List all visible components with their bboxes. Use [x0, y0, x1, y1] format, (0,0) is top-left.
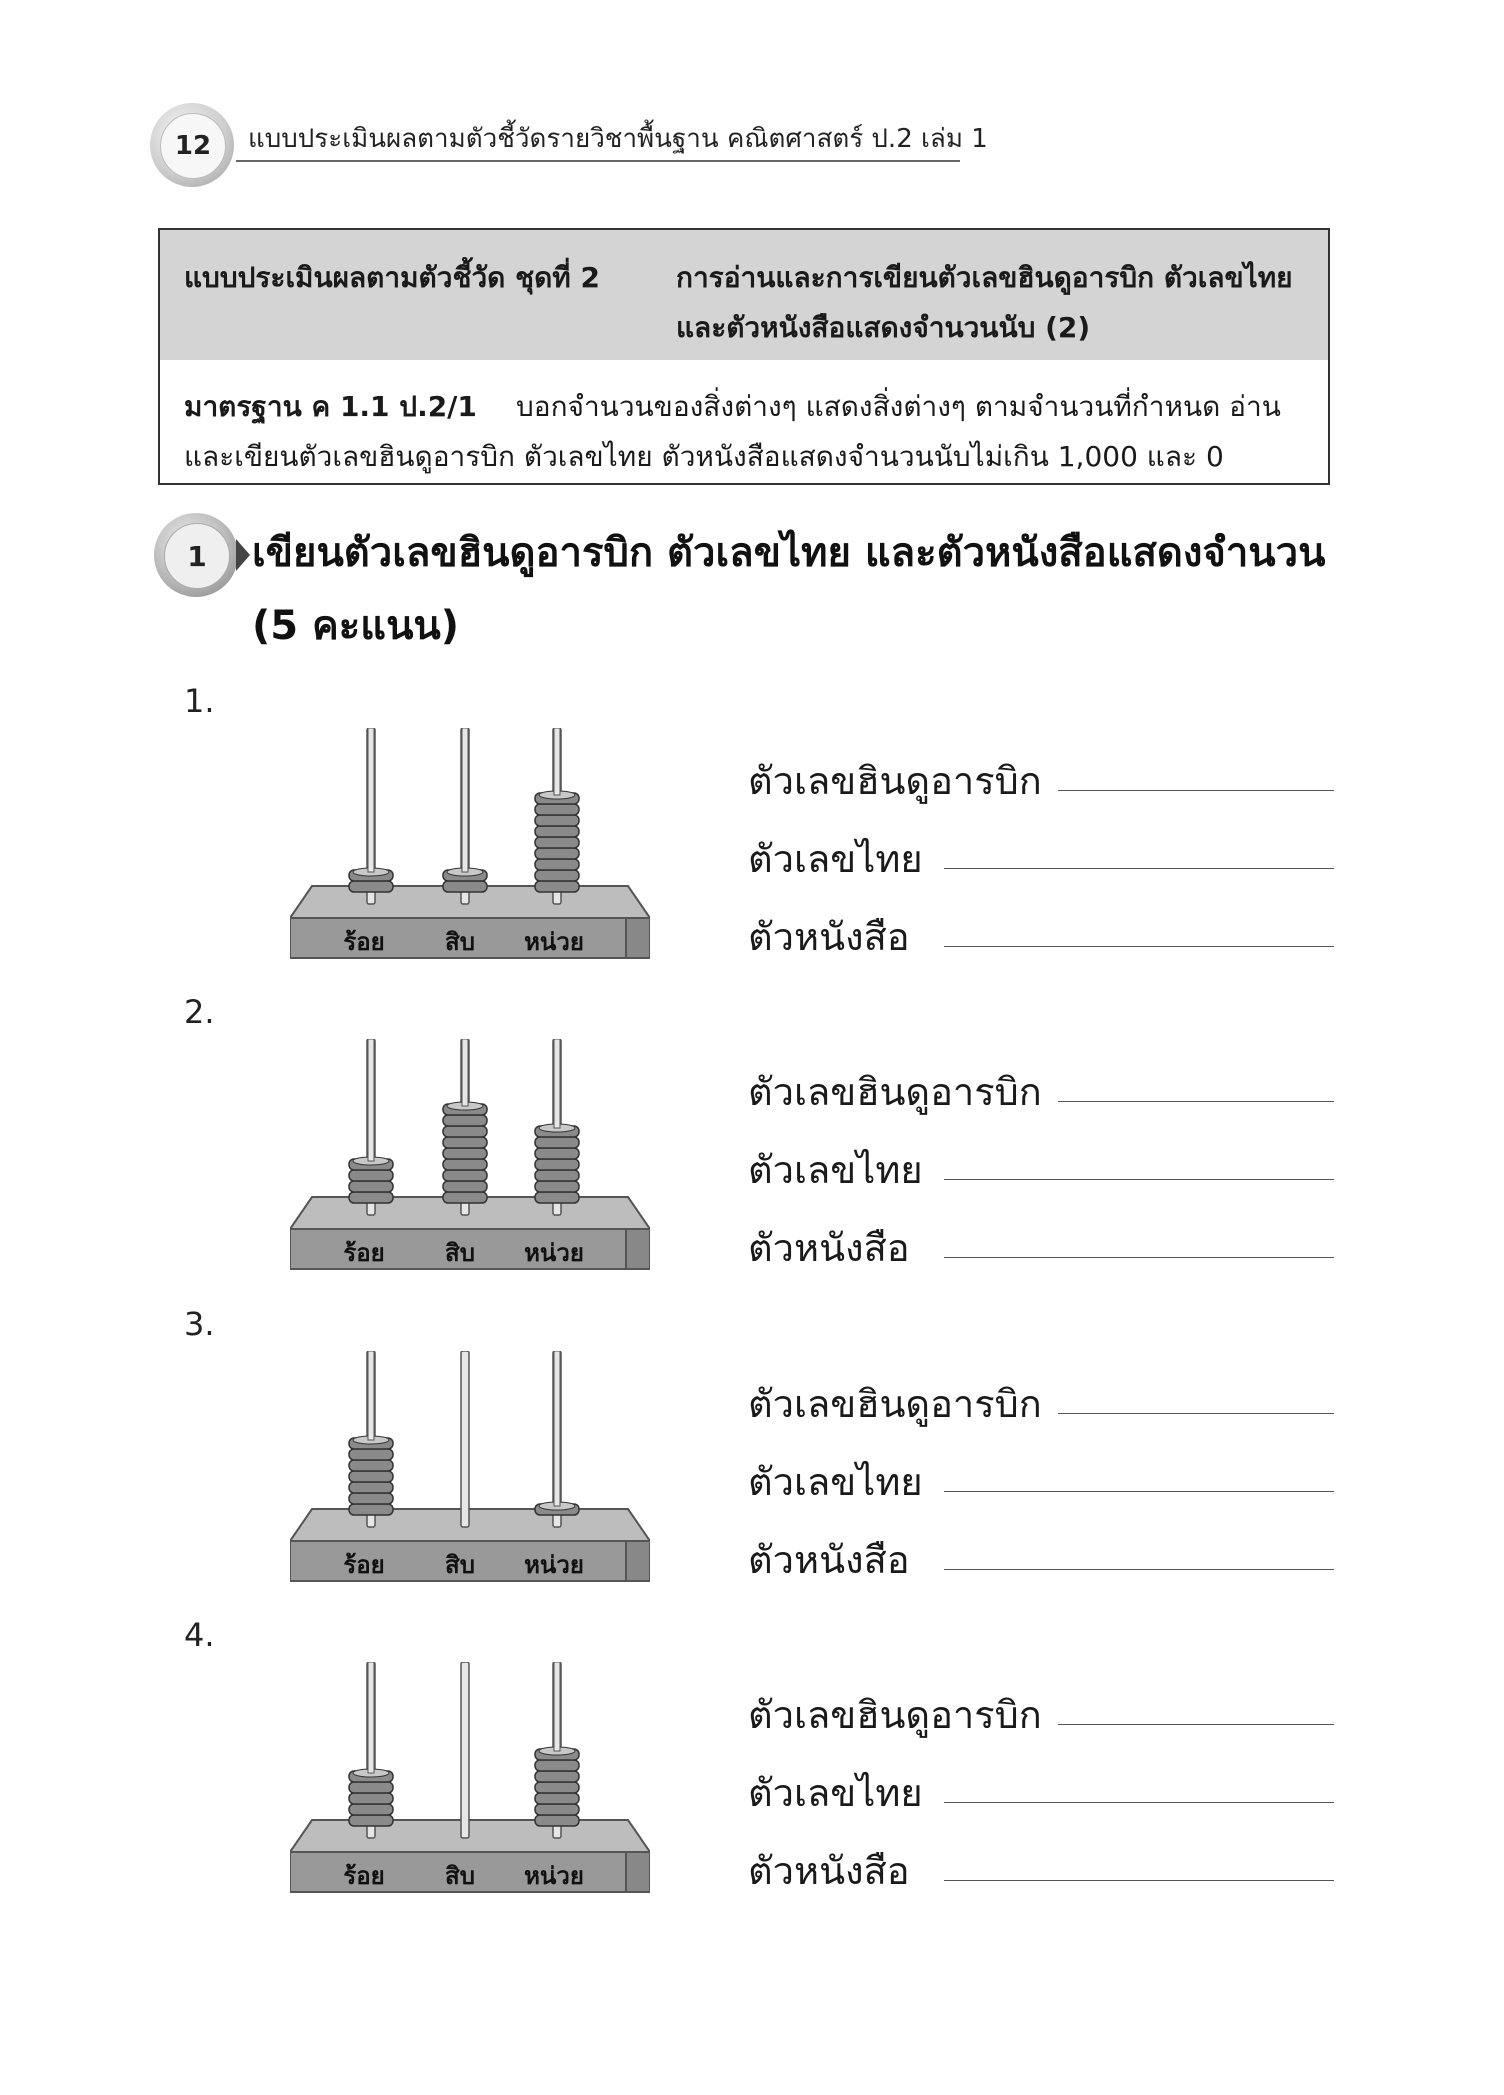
abacus-bead-ones	[535, 1771, 579, 1782]
answer-blank-thai-numeral[interactable]	[944, 1491, 1334, 1492]
abacus-base-top	[290, 1820, 650, 1852]
question-number: 1	[164, 523, 230, 589]
abacus-rod-top-hundreds	[368, 728, 374, 872]
answer-blank-thai-numeral[interactable]	[944, 1179, 1334, 1180]
answer-blank-hindu-arabic[interactable]	[1058, 1413, 1334, 1414]
abacus-base-side	[626, 918, 650, 958]
abacus-bead-ones	[535, 1192, 579, 1203]
answer-label-thai-words: ตัวหนังสือ	[748, 1538, 910, 1582]
abacus-bead-tens	[443, 1115, 487, 1126]
abacus-label-ones: หน่วย	[524, 928, 584, 956]
abacus-bead-ones	[535, 837, 579, 848]
abacus-bead-hundreds	[349, 1493, 393, 1504]
abacus-bead-ones	[535, 1181, 579, 1192]
item-number: 1.	[184, 682, 215, 720]
abacus-bead-hundreds	[349, 1782, 393, 1793]
abacus-rod-top-tens	[462, 1039, 468, 1106]
abacus-bead-hundreds	[349, 1471, 393, 1482]
indicator-box	[158, 228, 1330, 485]
assessment-set-label: แบบประเมินผลตามตัวชี้วัด ชุดที่ 2	[184, 261, 600, 294]
answer-blank-thai-words[interactable]	[944, 1257, 1334, 1258]
abacus-bead-tens	[443, 1137, 487, 1148]
abacus-rod-top-hundreds	[368, 1662, 374, 1773]
abacus-bead-ones	[535, 1782, 579, 1793]
answer-blank-hindu-arabic[interactable]	[1058, 1101, 1334, 1102]
abacus-rod-tens	[461, 1662, 469, 1838]
abacus-label-ones: หน่วย	[524, 1239, 584, 1267]
question-score: (5 คะแนน)	[252, 603, 460, 649]
abacus-rod-top-ones	[554, 1351, 560, 1506]
abacus-bead-ones	[535, 1170, 579, 1181]
header-divider	[236, 160, 960, 162]
abacus-bead-hundreds	[349, 1804, 393, 1815]
abacus-bead-hundreds	[349, 881, 393, 892]
abacus-bead-ones	[535, 1159, 579, 1170]
abacus-bead-ones	[535, 870, 579, 881]
abacus-bead-tens	[443, 1192, 487, 1203]
answer-blank-thai-words[interactable]	[944, 1569, 1334, 1570]
abacus-bead-ones	[535, 1804, 579, 1815]
standard-label: มาตรฐาน ค 1.1 ป.2/1	[184, 390, 477, 423]
abacus-bead-tens	[443, 1126, 487, 1137]
abacus-rod-top-ones	[554, 1662, 560, 1751]
question-title: เขียนตัวเลขฮินดูอารบิก ตัวเลขไทย และตัวหนังสือแสดงจำนวน	[252, 530, 1326, 576]
abacus-bead-ones	[535, 804, 579, 815]
abacus-label-tens: สิบ	[445, 1551, 475, 1579]
abacus-bead-hundreds	[349, 1815, 393, 1826]
abacus-rod-top-hundreds	[368, 1039, 374, 1161]
answer-label-thai-words: ตัวหนังสือ	[748, 1849, 910, 1893]
answer-label-thai-numeral: ตัวเลขไทย	[748, 837, 923, 881]
abacus-label-ones: หน่วย	[524, 1862, 584, 1890]
abacus-bead-ones	[535, 1137, 579, 1148]
abacus-bead-hundreds	[349, 1793, 393, 1804]
abacus-bead-tens	[443, 1170, 487, 1181]
answer-blank-hindu-arabic[interactable]	[1058, 790, 1334, 791]
abacus-illustration	[290, 1662, 650, 1902]
abacus-bead-tens	[443, 1159, 487, 1170]
topic-line-1: การอ่านและการเขียนตัวเลขฮินดูอารบิก ตัวเลขไทย	[676, 261, 1293, 294]
abacus-label-hundreds: ร้อย	[343, 928, 385, 956]
abacus-base-side	[626, 1852, 650, 1892]
answer-label-thai-words: ตัวหนังสือ	[748, 915, 910, 959]
abacus-label-ones: หน่วย	[524, 1551, 584, 1579]
answer-label-thai-numeral: ตัวเลขไทย	[748, 1460, 923, 1504]
abacus-rod-tens	[461, 1351, 469, 1527]
abacus-label-hundreds: ร้อย	[343, 1551, 385, 1579]
item-number: 2.	[184, 993, 215, 1031]
abacus-bead-hundreds	[349, 1170, 393, 1181]
abacus-label-tens: สิบ	[445, 1862, 475, 1890]
abacus-bead-ones	[535, 1793, 579, 1804]
answer-label-thai-numeral: ตัวเลขไทย	[748, 1148, 923, 1192]
abacus-base-top	[290, 1509, 650, 1541]
answer-label-hindu-arabic: ตัวเลขฮินดูอารบิก	[748, 759, 1042, 803]
standard-text-line-1: บอกจำนวนของสิ่งต่างๆ แสดงสิ่งต่างๆ ตามจำนวนที่กำหนด อ่าน	[516, 390, 1281, 423]
abacus-rod-top-ones	[554, 728, 560, 795]
item-number: 4.	[184, 1616, 215, 1654]
abacus-bead-ones	[535, 826, 579, 837]
abacus-bead-hundreds	[349, 1460, 393, 1471]
answer-label-thai-words: ตัวหนังสือ	[748, 1226, 910, 1270]
abacus-bead-ones	[535, 1760, 579, 1771]
abacus-label-hundreds: ร้อย	[343, 1862, 385, 1890]
abacus-illustration	[290, 1351, 650, 1591]
abacus-illustration	[290, 728, 650, 968]
answer-blank-thai-words[interactable]	[944, 946, 1334, 947]
abacus-bead-ones	[535, 1148, 579, 1159]
abacus-bead-hundreds	[349, 1482, 393, 1493]
answer-label-hindu-arabic: ตัวเลขฮินดูอารบิก	[748, 1070, 1042, 1114]
standard-text-line-2: และเขียนตัวเลขฮินดูอารบิก ตัวเลขไทย ตัวหนังสือแสดงจำนวนนับไม่เกิน 1,000 และ 0	[184, 440, 1224, 473]
abacus-bead-hundreds	[349, 1504, 393, 1515]
topic-line-2: และตัวหนังสือแสดงจำนวนนับ (2)	[676, 311, 1091, 344]
answer-label-thai-numeral: ตัวเลขไทย	[748, 1771, 923, 1815]
answer-label-hindu-arabic: ตัวเลขฮินดูอารบิก	[748, 1382, 1042, 1426]
answer-blank-thai-numeral[interactable]	[944, 1802, 1334, 1803]
abacus-bead-hundreds	[349, 1192, 393, 1203]
abacus-label-tens: สิบ	[445, 1239, 475, 1267]
abacus-bead-ones	[535, 848, 579, 859]
abacus-bead-ones	[535, 881, 579, 892]
abacus-bead-ones	[535, 1815, 579, 1826]
item-number: 3.	[184, 1305, 215, 1343]
abacus-label-tens: สิบ	[445, 928, 475, 956]
abacus-bead-hundreds	[349, 1181, 393, 1192]
abacus-illustration	[290, 1039, 650, 1279]
abacus-base-side	[626, 1541, 650, 1581]
page-number: 12	[160, 113, 226, 179]
abacus-bead-ones	[535, 859, 579, 870]
abacus-rod-top-ones	[554, 1039, 560, 1128]
answer-blank-thai-words[interactable]	[944, 1880, 1334, 1881]
abacus-base-side	[626, 1229, 650, 1269]
abacus-bead-tens	[443, 1181, 487, 1192]
abacus-bead-hundreds	[349, 1449, 393, 1460]
abacus-bead-tens	[443, 1148, 487, 1159]
answer-blank-hindu-arabic[interactable]	[1058, 1724, 1334, 1725]
abacus-label-hundreds: ร้อย	[343, 1239, 385, 1267]
abacus-rod-top-tens	[462, 728, 468, 872]
abacus-rod-top-hundreds	[368, 1351, 374, 1440]
arrow-icon	[236, 539, 250, 571]
abacus-bead-ones	[535, 815, 579, 826]
header-title: แบบประเมินผลตามตัวชี้วัดรายวิชาพื้นฐาน คณิตศาสตร์ ป.2 เล่ม 1	[248, 124, 988, 154]
answer-blank-thai-numeral[interactable]	[944, 868, 1334, 869]
abacus-bead-tens	[443, 881, 487, 892]
answer-label-hindu-arabic: ตัวเลขฮินดูอารบิก	[748, 1693, 1042, 1737]
